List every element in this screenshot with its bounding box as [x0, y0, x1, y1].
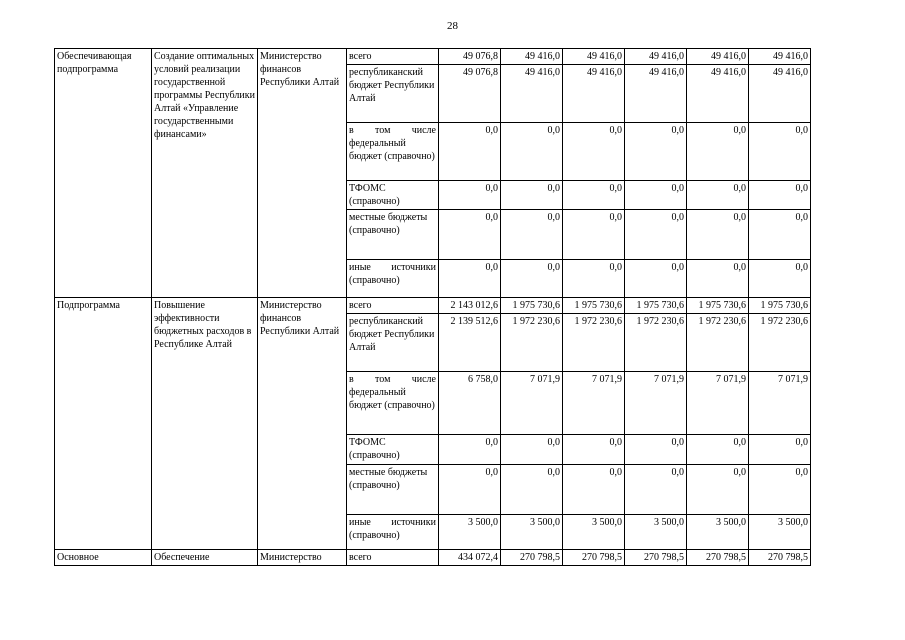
amount-cell: 0,0: [687, 210, 749, 260]
program-name-cell: Создание оптимальных условий реализации государственной программы Республики Алтай «Управление государственными финансами»: [152, 49, 258, 298]
amount-cell: 0,0: [563, 210, 625, 260]
amount-cell: 2 139 512,6: [439, 314, 501, 372]
amount-cell: 1 975 730,6: [625, 298, 687, 314]
amount-cell: 49 416,0: [563, 49, 625, 65]
amount-cell: 0,0: [563, 181, 625, 210]
program-name-cell: Обеспечение: [152, 550, 258, 566]
amount-cell: 0,0: [625, 260, 687, 298]
responsible-executor-cell: Министерство: [258, 550, 347, 566]
amount-cell: 3 500,0: [687, 515, 749, 550]
amount-cell: 0,0: [501, 465, 563, 515]
amount-cell: 0,0: [687, 435, 749, 465]
page-number: 28: [447, 20, 458, 32]
amount-cell: 1 975 730,6: [749, 298, 811, 314]
amount-cell: 0,0: [625, 210, 687, 260]
amount-cell: 0,0: [749, 181, 811, 210]
funding-source-cell: местные бюджеты (справочно): [347, 465, 439, 515]
amount-cell: 1 975 730,6: [687, 298, 749, 314]
amount-cell: 3 500,0: [501, 515, 563, 550]
funding-source-cell: республиканский бюджет Республики Алтай: [347, 314, 439, 372]
amount-cell: 0,0: [749, 465, 811, 515]
amount-cell: 7 071,9: [687, 372, 749, 435]
amount-cell: 0,0: [501, 123, 563, 181]
funding-source-cell: ТФОМС (справочно): [347, 181, 439, 210]
amount-cell: 270 798,5: [687, 550, 749, 566]
amount-cell: 1 972 230,6: [687, 314, 749, 372]
amount-cell: 0,0: [687, 260, 749, 298]
budget-table: [54, 48, 811, 566]
amount-cell: 3 500,0: [563, 515, 625, 550]
amount-cell: 0,0: [749, 123, 811, 181]
amount-cell: 0,0: [439, 181, 501, 210]
amount-cell: 270 798,5: [563, 550, 625, 566]
amount-cell: 49 076,8: [439, 65, 501, 123]
program-name-cell: Повышение эффективности бюджетных расходов в Республике Алтай: [152, 298, 258, 550]
amount-cell: 434 072,4: [439, 550, 501, 566]
amount-cell: 0,0: [625, 181, 687, 210]
amount-cell: 1 972 230,6: [749, 314, 811, 372]
amount-cell: 0,0: [687, 181, 749, 210]
table-row: [55, 298, 811, 314]
amount-cell: 0,0: [501, 260, 563, 298]
amount-cell: 0,0: [625, 465, 687, 515]
amount-cell: 49 076,8: [439, 49, 501, 65]
table-row: [55, 550, 811, 566]
amount-cell: 0,0: [563, 123, 625, 181]
amount-cell: 270 798,5: [501, 550, 563, 566]
amount-cell: 0,0: [563, 260, 625, 298]
amount-cell: 0,0: [501, 435, 563, 465]
amount-cell: 1 972 230,6: [501, 314, 563, 372]
amount-cell: 0,0: [563, 465, 625, 515]
amount-cell: 0,0: [439, 260, 501, 298]
amount-cell: 49 416,0: [625, 65, 687, 123]
amount-cell: 49 416,0: [749, 65, 811, 123]
amount-cell: 1 975 730,6: [501, 298, 563, 314]
amount-cell: 0,0: [625, 435, 687, 465]
amount-cell: 0,0: [439, 210, 501, 260]
amount-cell: 3 500,0: [439, 515, 501, 550]
funding-source-cell: всего: [347, 550, 439, 566]
amount-cell: 1 972 230,6: [563, 314, 625, 372]
amount-cell: 0,0: [749, 210, 811, 260]
amount-cell: 0,0: [501, 181, 563, 210]
program-type-cell: Обеспечивающая подпрограмма: [55, 49, 152, 298]
amount-cell: 0,0: [439, 123, 501, 181]
amount-cell: 3 500,0: [625, 515, 687, 550]
amount-cell: 6 758,0: [439, 372, 501, 435]
amount-cell: 7 071,9: [501, 372, 563, 435]
amount-cell: 0,0: [501, 210, 563, 260]
amount-cell: 7 071,9: [625, 372, 687, 435]
amount-cell: 0,0: [439, 435, 501, 465]
amount-cell: 270 798,5: [625, 550, 687, 566]
amount-cell: 49 416,0: [687, 65, 749, 123]
amount-cell: 0,0: [749, 260, 811, 298]
amount-cell: 0,0: [687, 123, 749, 181]
amount-cell: 0,0: [563, 435, 625, 465]
funding-source-cell: иные источники (справочно): [347, 260, 439, 298]
funding-source-cell: местные бюджеты (справочно): [347, 210, 439, 260]
amount-cell: 49 416,0: [563, 65, 625, 123]
amount-cell: 49 416,0: [749, 49, 811, 65]
funding-source-cell: ТФОМС (справочно): [347, 435, 439, 465]
funding-source-cell: всего: [347, 49, 439, 65]
responsible-executor-cell: Министерство финансов Республики Алтай: [258, 298, 347, 550]
amount-cell: 7 071,9: [563, 372, 625, 435]
amount-cell: 1 972 230,6: [625, 314, 687, 372]
amount-cell: 49 416,0: [501, 65, 563, 123]
amount-cell: 270 798,5: [749, 550, 811, 566]
amount-cell: 2 143 012,6: [439, 298, 501, 314]
funding-source-cell: в том числе федеральный бюджет (справочно): [347, 123, 439, 181]
funding-source-cell: в том числе федеральный бюджет (справочно): [347, 372, 439, 435]
program-type-cell: Подпрограмма: [55, 298, 152, 550]
funding-source-cell: всего: [347, 298, 439, 314]
amount-cell: 49 416,0: [501, 49, 563, 65]
amount-cell: 49 416,0: [625, 49, 687, 65]
amount-cell: 0,0: [625, 123, 687, 181]
amount-cell: 49 416,0: [687, 49, 749, 65]
program-type-cell: Основное: [55, 550, 152, 566]
amount-cell: 0,0: [749, 435, 811, 465]
funding-source-cell: иные источники (справочно): [347, 515, 439, 550]
responsible-executor-cell: Министерство финансов Республики Алтай: [258, 49, 347, 298]
amount-cell: 0,0: [439, 465, 501, 515]
funding-source-cell: республиканский бюджет Республики Алтай: [347, 65, 439, 123]
amount-cell: 1 975 730,6: [563, 298, 625, 314]
table-row: [55, 49, 811, 65]
amount-cell: 7 071,9: [749, 372, 811, 435]
budget-table-body: [55, 49, 811, 566]
amount-cell: 0,0: [687, 465, 749, 515]
amount-cell: 3 500,0: [749, 515, 811, 550]
